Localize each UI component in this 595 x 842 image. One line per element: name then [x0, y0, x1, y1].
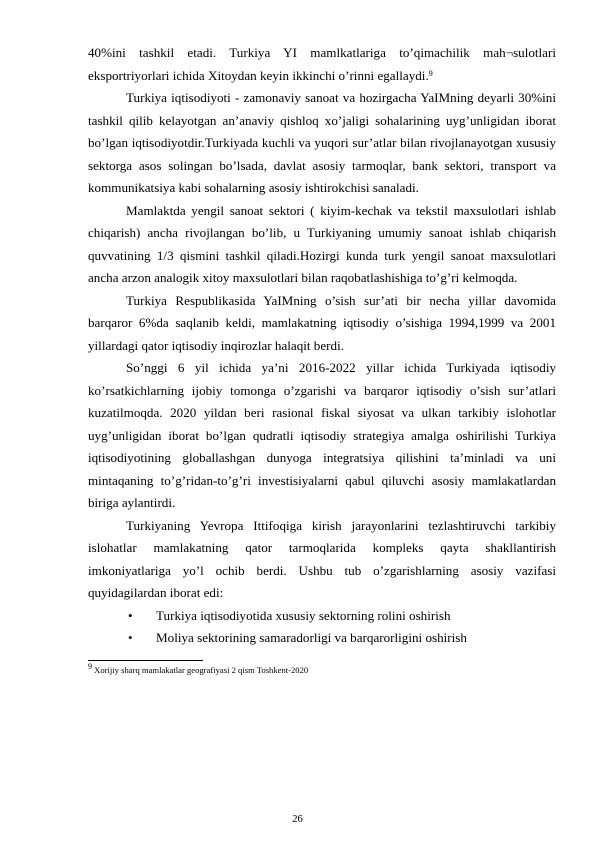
paragraph-1-text: 40%ini tashkil etadi. Turkiya YI mamlkatlariga to’qimachilik mah¬sulotlari eksportriyorlari ichida Xitoydan keyin ikkinchi o’rinni egallaydi. — [88, 45, 556, 83]
list-item — [88, 605, 556, 628]
paragraph-6: Turkiyaning Yevropa Ittifoqiga kirish jarayonlarini tezlashtiruvchi tarkibiy islohatlar mamlakatning qator tarmoqlarida kompleks qayta shakllantirish imkoniyatlariga yo’l ochib berdi. Ushbu tub o’zgarishlarning asosiy vazifasi quyidagilardan iborat edi: — [88, 517, 556, 600]
bullet-list — [88, 605, 556, 650]
footnote-separator — [88, 660, 203, 661]
footnote-marker: 9 — [88, 661, 92, 671]
footnote — [88, 661, 556, 676]
paragraph-5: So’nggi 6 yil ichida ya’ni 2016-2022 yillar ichida Turkiyada iqtisodiy ko’rsatkichlarning ijobiy tomonga o’zgarishi va barqaror iqtisodiy o’sish sur’atlari kuzatilmoqda. 2020 yildan beri rasional fiskal siyosat va ulkan tarkibiy islohotlar uyg’unligidan iborat bo’lgan qudratli iqtisodiy strategiya amalga oshirilishi Turkiya iqtisodiyotining globallashgan dunyoga integratsiya qilishini ta’minladi va uni mintaqaning to’g’ridan-to’g’ri investisiyalarni qabul qiluvchi asosiy mamlakatlardan biriga aylantirdi. — [88, 360, 556, 510]
bullet-icon: • — [128, 607, 133, 623]
paragraph-1 — [88, 42, 556, 87]
list-item — [88, 627, 556, 650]
page-body — [88, 42, 556, 676]
list-item-text: Turkiya iqtisodiyotida xususiy sektorning rolini oshirish — [156, 607, 451, 623]
footnote-text: Xorijiy sharq mamlakatlar geografiyasi 2 qism Toshkent-2020 — [92, 664, 309, 675]
paragraph-4: Turkiya Respublikasida YaIMning o’sish sur’ati bir necha yillar davomida barqaror 6%da saqlanib keldi, mamlakatning iqtisodiy o’sishiga 1994,1999 va 2001 yillardagi qator iqtisodiy inqirozlar halaqit berdi. — [88, 292, 556, 353]
list-item-text: Moliya sektorining samaradorligi va barqarorligini oshirish — [156, 630, 467, 645]
footnote-reference[interactable]: 9 — [428, 68, 433, 78]
bullet-icon: • — [128, 630, 133, 645]
paragraph-2: Turkiya iqtisodiyoti - zamonaviy sanoat va hozirgacha YaIMning deyarli 30%ini tashkil qilib kelayotgan an’anaviy qishloq xo’jaligi sohalarining uyg’unligidan iborat bo’lgan iqtisodiyotdir.Turkiyada kuchli va yuqori sur’atlar bilan rivojlanayotgan xususiy sektorga asos solingan bo’lsada, davlat asosiy tarmoqlar, bank sektori, transport va kommunikatsiya kabi sohalarning asosiy ishtirokchisi sanaladi. — [88, 90, 556, 195]
paragraph-3: Mamlaktda yengil sanoat sektori ( kiyim-kechak va tekstil maxsulotlari ishlab chiqarish) ancha rivojlangan bo’lib, u Turkiyaning umumiy sanoat ishlab chiqarish quvvatining 1/3 qismini tashkil qiladi.Hozirgi kunda turk yengil sanoat maxsulotlari ancha arzon analogik xitoy maxsulotlari bilan raqobatlashishiga to’g’ri kelmoqda. — [88, 202, 556, 285]
page-number: 26 — [292, 814, 303, 825]
